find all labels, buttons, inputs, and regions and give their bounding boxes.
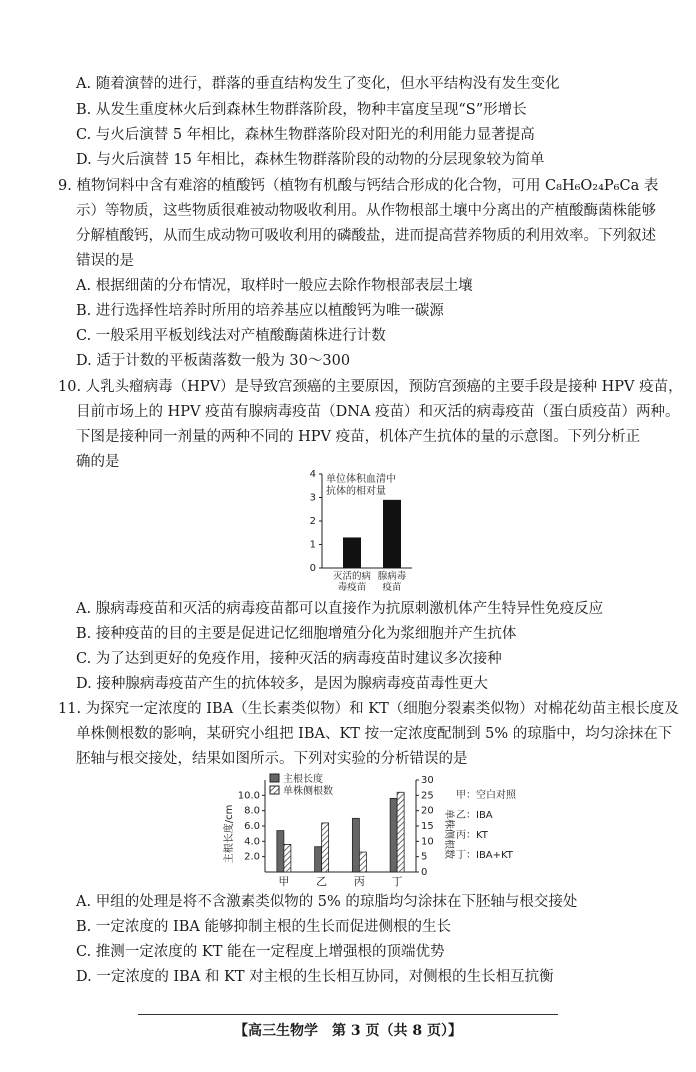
q11-stem-line-3: 胚轴与根交接处，结果如图所示。下列对实验的分析错误的是 (76, 751, 468, 767)
chart2-right-tick-label: 25 (421, 790, 434, 802)
chart1-ytick-label: 4 (309, 469, 316, 480)
q9-stem-line-2: 示）等物质，这些物质很难被动物吸收利用。从作物根部土壤中分离出的产植酸酶菌株能够 (76, 203, 656, 219)
chart2-bar-lateral-root (359, 852, 366, 872)
footer-text: 【高三生物学 第 3 页（共 8 页）】 (234, 1023, 462, 1039)
group-legend-3: 丙：KT (456, 830, 488, 841)
chart1-category-label: 腺病毒 (377, 571, 407, 582)
q8-option-c: C. 与火后演替 5 年相比，森林生物群落阶段对阳光的利用能力显著提高 (76, 127, 535, 143)
q10-option-c: C. 为了达到更好的免疫作用，接种灭活的病毒疫苗时建议多次接种 (76, 651, 502, 667)
q10-stem-line-1: 10. 人乳头瘤病毒（HPV）是导致宫颈癌的主要原因，预防宫颈癌的主要手段是接种 HPV 疫苗， (58, 379, 683, 395)
q10-option-d: D. 接种腺病毒疫苗产生的抗体较多，是因为腺病毒疫苗毒性更大 (76, 676, 488, 692)
chart2-bar-main-root (390, 798, 397, 872)
chart2-right-tick-label: 20 (421, 805, 434, 817)
legend-lateral-root: 单株侧根数 (283, 786, 333, 797)
q8-option-b: B. 从发生重度林火后到森林生物群落阶段，物种丰富度呈现“S”形增长 (76, 102, 527, 118)
chart2-category-label: 丁 (391, 875, 403, 888)
q10-option-b: B. 接种疫苗的目的主要是促进记忆细胞增殖分化为浆细胞并产生抗体 (76, 626, 517, 642)
q11-stem-line-2: 单株侧根数的影响，某研究小组把 IBA、KT 按一定浓度配制到 5% 的琼脂中，均匀涂抹在下 (76, 726, 673, 742)
chart1-bar (343, 537, 361, 568)
chart2-right-tick-label: 15 (421, 821, 434, 832)
q10-stem-line-2: 目前市场上的 HPV 疫苗有腺病毒疫苗（DNA 疫苗）和灭活的病毒疫苗（蛋白质疫苗）两种。 (76, 404, 680, 420)
chart1-ylabel-line-1: 单位体积血清中 (326, 474, 396, 485)
q8-option-a: A. 随着演替的进行，群落的垂直结构发生了变化，但水平结构没有发生变化 (76, 76, 560, 92)
chart2-category-label: 乙 (316, 875, 328, 888)
chart1-ytick-label: 2 (309, 516, 316, 527)
q11-option-b: B. 一定浓度的 IBA 能够抑制主根的生长而促进侧根的生长 (76, 919, 451, 935)
chart1-ylabel-line-2: 抗体的相对量 (326, 486, 386, 497)
root-growth-bar-chart (210, 772, 530, 890)
q11-option-d: D. 一定浓度的 IBA 和 KT 对主根的生长相互协同，对侧根的生长相互抗衡 (76, 969, 554, 985)
chart2-left-tick-label: 8.0 (244, 805, 260, 817)
q9-stem-line-4: 错误的是 (76, 253, 134, 269)
chart2-left-tick-label: 6.0 (244, 821, 260, 832)
chart2-bar-main-root (315, 847, 322, 872)
chart2-bar-main-root (277, 831, 284, 872)
chart2-bar-lateral-root (284, 844, 291, 872)
chart2-right-tick-label: 30 (421, 775, 434, 786)
q9-stem-line-1: 9. 植物饲料中含有难溶的植酸钙（植物有机酸与钙结合形成的化合物，可用 C₈H₆O₂₄P₆Ca 表 (58, 178, 659, 194)
q11-stem-line-1: 11. 为探究一定浓度的 IBA（生长素类似物）和 KT（细胞分裂素类似物）对棉花幼苗主根长度及 (58, 701, 679, 717)
chart2-left-tick-label: 4.0 (244, 836, 260, 848)
page-footer (0, 1020, 696, 1040)
q10-option-a: A. 腺病毒疫苗和灭活的病毒疫苗都可以直接作为抗原刺激机体产生特异性免疫反应 (76, 601, 604, 617)
group-legend-1: 甲：空白对照 (456, 790, 516, 801)
chart2-right-tick-label: 5 (421, 851, 428, 863)
chart2-left-axis-label: 主根长度/cm (224, 804, 235, 864)
q9-option-d: D. 适于计数的平板菌落数一般为 30～300 (76, 353, 351, 369)
legend-main-root: 主根长度 (283, 774, 323, 785)
legend-swatch-lateral-root (270, 786, 279, 794)
chart1-category-label: 疫苗 (382, 582, 402, 593)
chart1-ytick-label: 0 (309, 563, 316, 574)
chart2-right-axis-label: 单株侧根数 (443, 809, 454, 859)
group-legend-4: 丁：IBA+KT (456, 850, 513, 861)
chart2-left-tick-label: 10.0 (237, 790, 260, 802)
q11-option-c: C. 推测一定浓度的 KT 能在一定程度上增强根的顶端优势 (76, 944, 445, 960)
q9-option-c: C. 一般采用平板划线法对产植酸酶菌株进行计数 (76, 328, 386, 344)
chart2-bar-main-root (352, 818, 359, 872)
chart1-bar (383, 500, 401, 568)
chart1-category-label: 毒疫苗 (337, 582, 367, 593)
chart2-left-tick-label: 2.0 (244, 851, 260, 863)
q9-stem-line-3: 分解植酸钙，从而生成动物可吸收利用的磷酸盐，进而提高营养物质的利用效率。下列叙述 (76, 228, 656, 244)
q9-option-b: B. 进行选择性培养时所用的培养基应以植酸钙为唯一碳源 (76, 303, 444, 319)
legend-swatch-main-root (270, 774, 279, 782)
q10-stem-line-4: 确的是 (76, 454, 120, 470)
group-legend-2: 乙：IBA (456, 810, 493, 821)
chart2-category-label: 甲 (278, 875, 290, 888)
q9-option-a: A. 根据细菌的分布情况，取样时一般应去除作物根部表层土壤 (76, 278, 473, 294)
q10-stem-line-3: 下图是接种同一剂量的两种不同的 HPV 疫苗，机体产生抗体的量的示意图。下列分析正 (76, 429, 641, 445)
chart2-right-tick-label: 0 (421, 867, 428, 878)
chart2-bar-lateral-root (397, 792, 404, 872)
antibody-bar-chart (300, 466, 420, 596)
q8-option-d: D. 与火后演替 15 年相比，森林生物群落阶段的动物的分层现象较为简单 (76, 152, 545, 168)
chart1-ytick-label: 1 (309, 539, 316, 551)
chart1-category-label: 灭活的病 (332, 571, 372, 582)
chart1-ytick-label: 3 (309, 492, 316, 504)
chart2-right-tick-label: 10 (421, 836, 434, 848)
q11-option-a: A. 甲组的处理是将不含激素类似物的 5% 的琼脂均匀涂抹在下胚轴与根交接处 (76, 894, 578, 910)
chart2-category-label: 丙 (353, 875, 365, 888)
chart2-bar-lateral-root (322, 823, 329, 872)
